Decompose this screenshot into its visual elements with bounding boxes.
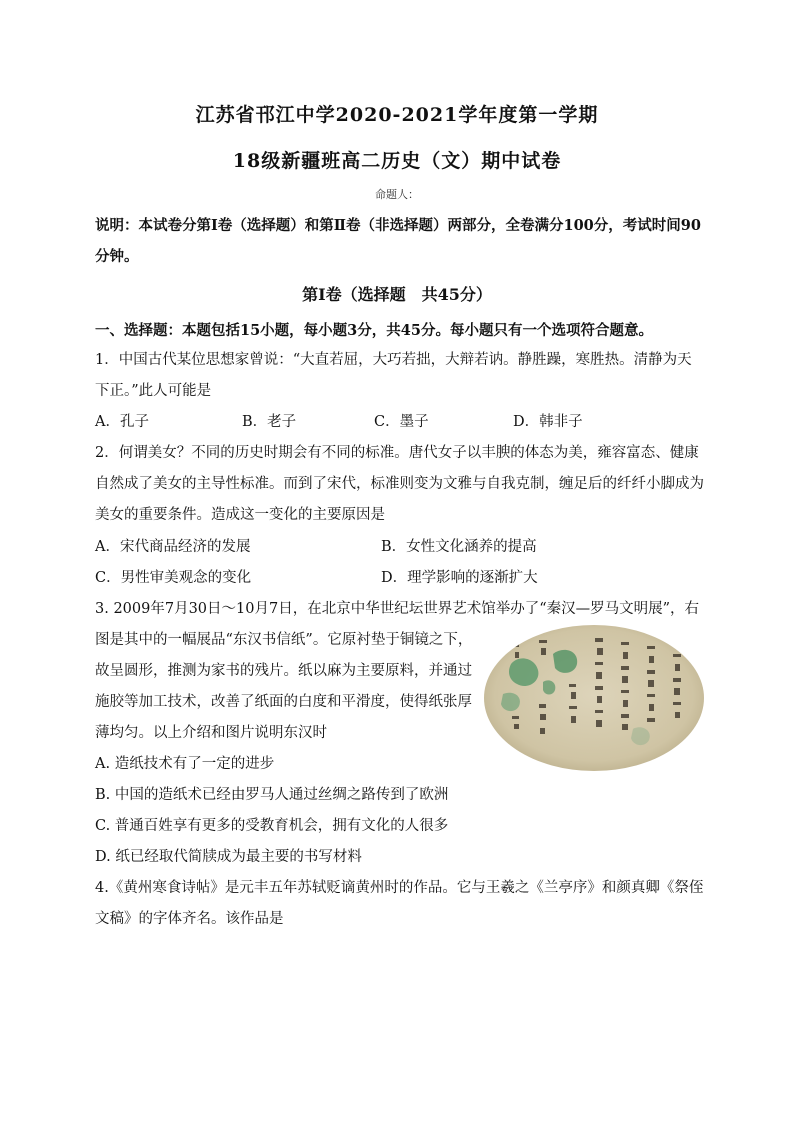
part-heading: 一、选择题：本题包括15小题，每小题3分，共45分。每小题只有一个选项符合题意。 [95, 322, 653, 339]
question-2-stem: 2．何谓美女？不同的历史时期会有不同的标准。唐代女子以丰腴的体态为美，雍容富态、健康自然成了美女的主导性标准。而到了宋代，标准则变为文雅与自我克制，缠足后的纤纤小脚成为美女的重要条件。造成这一变化的主要原因是 [95, 445, 704, 523]
question-2-options-row2 [95, 563, 705, 594]
question-1-stem: 1．中国古代某位思想家曾说：“大直若屈，大巧若拙，大辩若讷。静胜躁，寒胜热。清静为天下正。”此人可能是 [95, 352, 692, 399]
question-2-options-row1 [95, 532, 705, 563]
exam-title-line1: 江苏省邗江中学2020-2021学年度第一学期 [195, 104, 599, 126]
option-b: B．老子 [242, 414, 297, 430]
section-title: 第Ⅰ卷（选择题 共45分） [302, 285, 492, 304]
option-c: C．墨子 [374, 414, 429, 430]
option-c: C．男性审美观念的变化 [95, 570, 252, 586]
instructions: 说明：本试卷分第Ⅰ卷（选择题）和第Ⅱ卷（非选择题）两部分，全卷满分100分，考试时间90分钟。 [95, 217, 701, 265]
option-d: D．韩非子 [513, 414, 583, 430]
question-3-stem-line: 故呈圆形，推测为家书的残片。纸以麻为主要原料，并通过 [95, 663, 472, 679]
question-1-options [95, 407, 705, 438]
han-letter-paper-image [483, 624, 705, 772]
option-a: A．宋代商品经济的发展 [95, 539, 251, 555]
exam-title-line2: 18级新疆班高二历史（文）期中试卷 [232, 150, 562, 172]
question-3-option-b: B. 中国的造纸术已经由罗马人通过丝绸之路传到了欧洲 [95, 787, 449, 803]
question-3-stem-first: 3. 2009年7月30日～10月7日，在北京中华世纪坛世界艺术馆举办了“秦汉—罗马文明展”，右 [95, 601, 700, 617]
question-3-stem-line: 薄均匀。以上介绍和图片说明东汉时 [95, 725, 327, 741]
question-3-stem-line: 图是其中的一幅展品“东汉书信纸”。它原衬垫于铜镜之下， [95, 632, 473, 648]
option-d: D．理学影响的逐渐扩大 [381, 570, 538, 586]
author-label: 命题人： [375, 188, 419, 201]
question-3-option-a: A. 造纸技术有了一定的进步 [95, 756, 275, 772]
option-b: B．女性文化涵养的提高 [381, 539, 537, 555]
question-3-stem-line: 施胶等加工技术，改善了纸面的白度和平滑度，使得纸张厚 [95, 694, 472, 710]
question-3-option-c: C. 普通百姓享有更多的受教育机会，拥有文化的人很多 [95, 818, 449, 834]
option-a: A．孔子 [95, 414, 149, 430]
question-4-stem: 4.《黄州寒食诗帖》是元丰五年苏轼贬谪黄州时的作品。它与王羲之《兰亭序》和颜真卿《祭侄文稿》的字体齐名。该作品是 [95, 880, 704, 927]
question-3-option-d: D. 纸已经取代简牍成为最主要的书写材料 [95, 849, 362, 865]
